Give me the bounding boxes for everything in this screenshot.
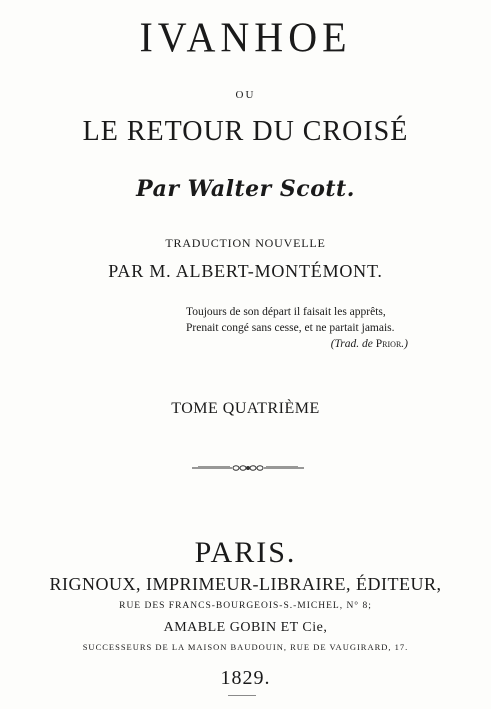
book-title: IVANHOE <box>139 13 352 62</box>
imprint-printer-address: RUE DES FRANCS-BOURGEOIS-S.-MICHEL, N° 8; <box>119 601 372 611</box>
translation-label: TRADUCTION NOUVELLE <box>165 236 326 250</box>
ornamental-rule-icon <box>192 462 304 474</box>
epigraph <box>186 304 426 352</box>
imprint-bookseller: AMABLE GOBIN ET Cie, <box>163 620 328 635</box>
epigraph-line-1: Toujours de son départ il faisait les apprêts, <box>186 306 386 318</box>
imprint-city: PARIS. <box>194 536 297 569</box>
epigraph-attribution <box>186 336 426 352</box>
author-line: Par Walter Scott. <box>136 176 355 202</box>
title-conjunction: OU <box>235 89 256 101</box>
attribution-name: Prior <box>375 338 402 350</box>
epigraph-line-2: Prenait congé sans cesse, et ne partait jamais. <box>186 322 395 334</box>
imprint-printer: RIGNOUX, IMPRIMEUR-LIBRAIRE, ÉDITEUR, <box>49 574 442 594</box>
attribution-suffix: .) <box>401 338 408 350</box>
imprint-bookseller-address: SUCCESSEURS DE LA MAISON BAUDOUIN, RUE DE VAUGIRARD, 17. <box>82 642 409 652</box>
volume-label: TOME QUATRIÈME <box>171 400 320 417</box>
imprint-year: 1829. <box>220 667 271 689</box>
attribution-prefix: (Trad. de <box>330 338 376 350</box>
year-underline <box>228 695 256 696</box>
book-subtitle: LE RETOUR DU CROISÉ <box>82 116 409 147</box>
translator-line: PAR M. ALBERT-MONTÉMONT. <box>108 261 383 281</box>
